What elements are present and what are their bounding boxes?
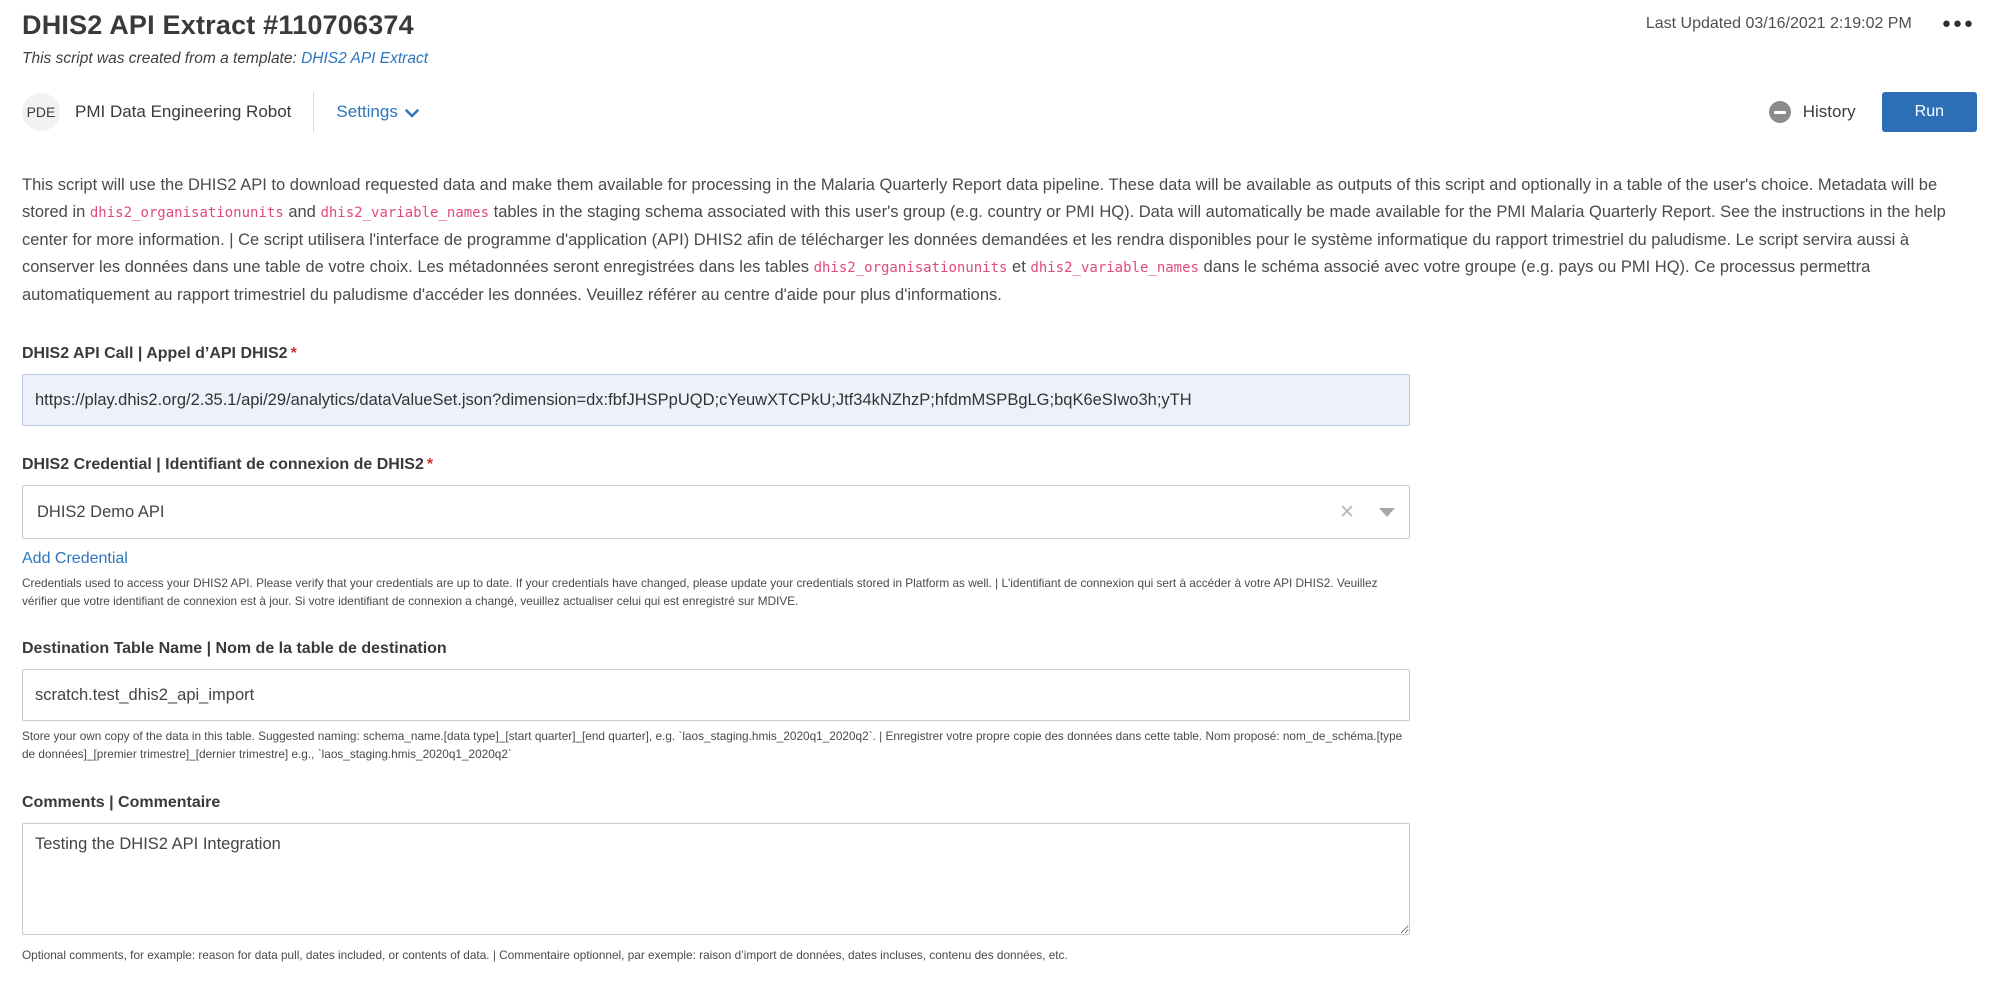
- comments-textarea[interactable]: [22, 823, 1410, 935]
- description-fr-part3: dans le schéma associé avec votre groupe (e.g. pays ou PMI HQ). Ce processus permettra automatiquement au rapport trimestriel du paludisme d'accéder les données. Veuillez référer au centre d'aide pour plus d'informations.: [22, 258, 1871, 304]
- required-marker: *: [290, 345, 297, 362]
- api-call-label-text: DHIS2 API Call | Appel d’API DHIS2: [22, 345, 288, 362]
- run-button[interactable]: Run: [1882, 92, 1977, 132]
- template-link[interactable]: DHIS2 API Extract: [301, 50, 429, 67]
- code-organisationunits: dhis2_organisationunits: [89, 205, 284, 221]
- credential-help-text: Credentials used to access your DHIS2 API. Please verify that your credentials are up to date. If your credentials have changed, please update your credentials stored in Platform as well. | L'identifiant de connexion qui sert à accéder à votre API DHIS2. Veuillez vérifier que votre identifiant de connexion est à jour. Si votre identifiant de connexion a changé, veuillez actualiser celui qui est enregistré sur MDIVE.: [22, 576, 1378, 608]
- comments-label: Comments | Commentaire: [22, 793, 221, 811]
- destination-label: Destination Table Name | Nom de la table de destination: [22, 640, 447, 658]
- history-button[interactable]: History: [1802, 102, 1856, 121]
- settings-dropdown[interactable]: [336, 102, 418, 122]
- author-name: PMI Data Engineering Robot: [75, 102, 292, 121]
- toolbar: [22, 92, 1977, 132]
- collapse-history-icon[interactable]: [1769, 101, 1791, 123]
- header-right: [1646, 12, 1977, 35]
- field-destination-table: [22, 640, 1410, 763]
- toolbar-left: [22, 92, 419, 132]
- description-en-part3: tables in the staging schema associated with this user's group (e.g. country or PMI HQ). Data will automatically be made available for the PMI Malaria Quarterly Report. See the instructions in the help center for more information. | Ce script utilisera l'interface de programme d'application (API) DHIS2 afin de télécharger les données demandées et les rendra disponibles pour le système informatique du rapport trimestriel du paludisme. Le script servira aussi à conserver les données dans une table de votre choix. Les métadonnées seront enregistrées dans les tables: [22, 203, 1946, 276]
- kebab-menu-icon[interactable]: ●●●: [1941, 15, 1975, 32]
- code-organisationunits-fr: dhis2_organisationunits: [813, 260, 1008, 276]
- credential-label: [22, 456, 433, 473]
- credential-select-controls: [1339, 503, 1395, 522]
- chevron-down-icon: [405, 109, 419, 118]
- header: [22, 10, 1977, 41]
- caret-down-icon[interactable]: [1379, 508, 1395, 517]
- credential-selected-value: DHIS2 Demo API: [37, 502, 165, 521]
- code-variable-names-fr: dhis2_variable_names: [1030, 260, 1199, 276]
- api-call-input[interactable]: [22, 374, 1410, 426]
- page-title: DHIS2 API Extract #110706374: [22, 10, 414, 40]
- field-api-call: [22, 345, 1410, 426]
- description-en-part2: and: [283, 203, 321, 221]
- script-description: [22, 172, 1977, 309]
- credential-label-text: DHIS2 Credential | Identifiant de connexion de DHIS2: [22, 456, 424, 473]
- avatar: PDE: [22, 93, 60, 131]
- field-credential: [22, 456, 1410, 610]
- script-form: [22, 345, 1410, 964]
- credential-select[interactable]: [22, 485, 1410, 539]
- template-note: [22, 50, 1977, 68]
- description-en-part1: This script will use the DHIS2 API to download requested data and make them available for processing in the Malaria Quarterly Report data pipeline. These data will be available as outputs of this script and optionally in a table of the user's choice. Metadata will be stored in: [22, 176, 1938, 221]
- field-comments: [22, 794, 1410, 965]
- api-call-label: [22, 345, 297, 362]
- destination-table-input[interactable]: [22, 669, 1410, 721]
- code-variable-names: dhis2_variable_names: [320, 205, 490, 221]
- description-fr-part2: et: [1007, 258, 1031, 276]
- last-updated-text: Last Updated 03/16/2021 2:19:02 PM: [1645, 14, 1912, 32]
- destination-help-text: Store your own copy of the data in this table. Suggested naming: schema_name.[data type]_[start quarter]_[end quarter], e.g. `laos_staging.hmis_2020q1_2020q2`. | Enregistrer votre propre copie des données dans cette table. Nom proposé: nom_de_schéma.[type de données]_[premier trimestre]_[dernier trimestre] e.g., `laos_staging.hmis_2020q1_2020q2`: [22, 729, 1403, 762]
- divider: [313, 92, 314, 132]
- comments-help-text: Optional comments, for example: reason for data pull, dates included, or contents of data. | Commentaire optionnel, par exemple: raison d’import de données, dates incluses, contenu des données, etc.: [22, 947, 1068, 962]
- clear-icon[interactable]: ✕: [1339, 501, 1355, 523]
- template-note-text: This script was created from a template:: [22, 50, 302, 67]
- required-marker: *: [426, 456, 434, 473]
- toolbar-right: [1769, 92, 1977, 132]
- settings-label: Settings: [336, 102, 398, 121]
- add-credential-link[interactable]: Add Credential: [22, 550, 128, 567]
